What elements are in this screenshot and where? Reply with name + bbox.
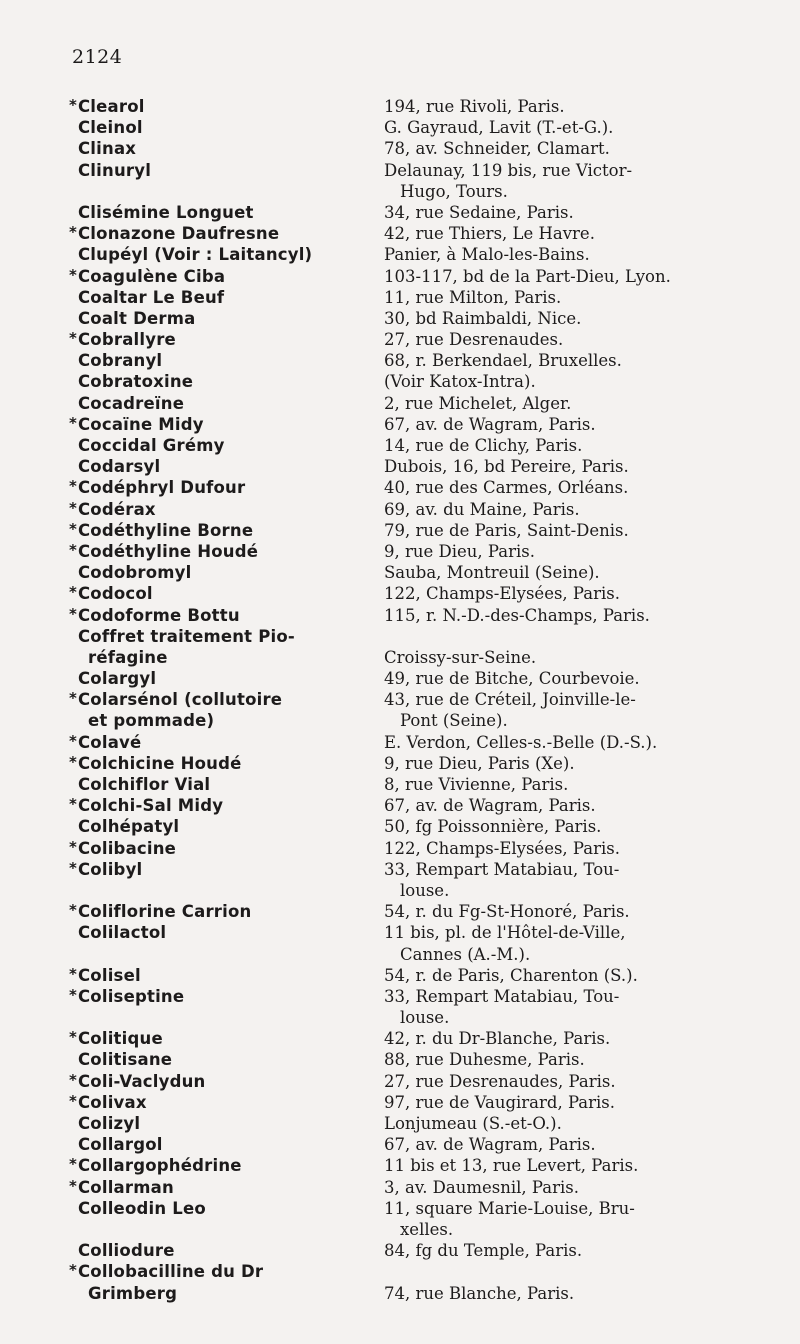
entry-line bbox=[0, 732, 800, 753]
entry-line bbox=[0, 562, 800, 583]
entry-line bbox=[0, 774, 800, 795]
address: 49, rue de Bitche, Courbevoie. bbox=[384, 669, 640, 689]
entry-line bbox=[0, 329, 800, 350]
product-name-text: Clearol bbox=[78, 97, 145, 116]
entry-line bbox=[0, 223, 800, 244]
address: 122, Champs-Elysées, Paris. bbox=[384, 838, 620, 858]
product-name bbox=[78, 626, 295, 647]
product-name-text: Coliflorine Carrion bbox=[78, 902, 252, 922]
directory-entry bbox=[0, 477, 800, 498]
directory-entry bbox=[0, 1198, 800, 1240]
directory-entry bbox=[0, 520, 800, 541]
address: 42, r. du Dr-Blanche, Paris. bbox=[384, 1029, 611, 1049]
product-name bbox=[78, 287, 224, 308]
asterisk-marker: * bbox=[69, 96, 78, 114]
directory-entry bbox=[0, 456, 800, 477]
product-name-text: Colliodure bbox=[78, 1241, 175, 1261]
address: 43, rue de Créteil, Joinville-le- bbox=[384, 690, 636, 710]
address: 103-117, bd de la Part-Dieu, Lyon. bbox=[384, 266, 671, 286]
product-name-text: Cobrallyre bbox=[78, 330, 176, 350]
asterisk-marker: * bbox=[69, 498, 78, 517]
product-name-text: Cleinol bbox=[78, 118, 143, 138]
product-name-text: Colibacine bbox=[78, 838, 177, 858]
directory-entry bbox=[0, 965, 800, 986]
product-name-text: Collarman bbox=[78, 1177, 174, 1197]
directory-entry bbox=[0, 223, 800, 244]
address: 11, square Marie-Louise, Bru- bbox=[384, 1198, 635, 1218]
product-name bbox=[78, 456, 160, 477]
product-name-text: Clinax bbox=[78, 139, 137, 159]
address: 88, rue Duhesme, Paris. bbox=[384, 1050, 585, 1070]
entry-line bbox=[0, 541, 800, 562]
address-continued: Cannes (A.-M.). bbox=[400, 944, 531, 964]
address: E. Verdon, Celles-s.-Belle (D.-S.). bbox=[384, 732, 658, 752]
asterisk-marker: * bbox=[69, 837, 78, 856]
product-name-text: Colizyl bbox=[78, 1114, 141, 1133]
directory-entry bbox=[0, 287, 800, 308]
product-name-text: Cocadreïne bbox=[78, 393, 185, 413]
directory-entry bbox=[0, 244, 800, 265]
entry-line bbox=[0, 1134, 800, 1155]
entry-line bbox=[0, 668, 800, 689]
entry-line bbox=[0, 244, 800, 265]
directory-entry bbox=[0, 117, 800, 138]
directory-entry bbox=[0, 626, 800, 668]
address: 11, rue Milton, Paris. bbox=[384, 287, 562, 307]
product-name-text: Codéphryl Dufour bbox=[78, 478, 246, 498]
address: 11 bis et 13, rue Levert, Paris. bbox=[384, 1156, 639, 1176]
product-name bbox=[78, 922, 166, 943]
entry-line bbox=[0, 477, 800, 498]
product-name-text: Codéthyline Houdé bbox=[78, 541, 259, 561]
product-name-text: Coagulène Ciba bbox=[78, 266, 226, 286]
product-name-text: Colavé bbox=[78, 732, 142, 752]
address: Lonjumeau (S.-et-O.). bbox=[384, 1114, 562, 1133]
product-name-text: Colitique bbox=[78, 1029, 163, 1049]
product-name-text: Cobranyl bbox=[78, 351, 163, 371]
asterisk-marker: * bbox=[69, 519, 78, 538]
directory-entry bbox=[0, 1028, 800, 1049]
entry-line bbox=[0, 1261, 800, 1282]
product-name bbox=[78, 816, 179, 837]
address: 84, fg du Temple, Paris. bbox=[384, 1241, 583, 1261]
product-name bbox=[78, 350, 162, 371]
product-name bbox=[78, 308, 195, 329]
directory-entry bbox=[0, 795, 800, 816]
address: Panier, à Malo-les-Bains. bbox=[384, 245, 590, 265]
entry-line bbox=[0, 901, 800, 922]
address: 34, rue Sedaine, Paris. bbox=[384, 202, 574, 222]
asterisk-marker: * bbox=[69, 1261, 78, 1280]
product-name-text: Codobromyl bbox=[78, 563, 192, 583]
entry-line bbox=[0, 308, 800, 329]
entry-line bbox=[0, 266, 800, 287]
address: 27, rue Desrenaudes, Paris. bbox=[384, 1071, 616, 1091]
entry-line bbox=[0, 1028, 800, 1049]
asterisk-marker: * bbox=[69, 329, 78, 348]
product-name-text: Colargyl bbox=[78, 669, 157, 689]
address: 33, Rempart Matabiau, Tou- bbox=[384, 859, 620, 879]
address-continued: louse. bbox=[400, 1008, 450, 1028]
address: 50, fg Poissonnière, Paris. bbox=[384, 817, 602, 837]
entry-line bbox=[0, 965, 800, 986]
product-name bbox=[78, 668, 156, 689]
directory-entry bbox=[0, 753, 800, 774]
product-name bbox=[78, 1198, 206, 1219]
address: 11 bis, pl. de l'Hôtel-de-Ville, bbox=[384, 923, 626, 943]
product-name bbox=[69, 1028, 163, 1049]
asterisk-marker: * bbox=[69, 223, 78, 242]
directory-entry bbox=[0, 541, 800, 562]
address: Sauba, Montreuil (Seine). bbox=[384, 563, 600, 583]
address: Croissy-sur-Seine. bbox=[384, 647, 537, 667]
address: 78, av. Schneider, Clamart. bbox=[384, 139, 610, 159]
product-name bbox=[69, 96, 145, 117]
asterisk-marker: * bbox=[69, 795, 78, 814]
product-name-text: Colibyl bbox=[78, 859, 143, 879]
product-name-text: Colitisane bbox=[78, 1050, 173, 1070]
directory-entry bbox=[0, 329, 800, 350]
entry-line bbox=[0, 287, 800, 308]
product-name-continued bbox=[88, 647, 168, 668]
address: 67, av. de Wagram, Paris. bbox=[384, 414, 596, 434]
product-name-text: Cocaïne Midy bbox=[78, 414, 204, 434]
entry-line bbox=[0, 583, 800, 604]
directory-entry bbox=[0, 1134, 800, 1155]
directory-entry bbox=[0, 668, 800, 689]
asterisk-marker: * bbox=[69, 964, 78, 983]
product-name bbox=[69, 1261, 264, 1282]
address: 67, av. de Wagram, Paris. bbox=[384, 796, 596, 816]
product-name bbox=[69, 413, 204, 435]
entry-line bbox=[0, 160, 800, 181]
product-name-text: Colarsénol (collutoire bbox=[78, 690, 283, 710]
entry-line bbox=[0, 1092, 800, 1113]
asterisk-marker: * bbox=[69, 985, 78, 1004]
address: 79, rue de Paris, Saint-Denis. bbox=[384, 520, 629, 540]
product-name bbox=[78, 1134, 163, 1155]
entry-line bbox=[0, 393, 800, 414]
asterisk-marker: * bbox=[69, 413, 78, 432]
product-name-text: Colisel bbox=[78, 965, 141, 985]
product-name bbox=[69, 223, 280, 244]
product-name bbox=[69, 1155, 242, 1176]
directory-entry bbox=[0, 816, 800, 837]
product-name-text: Codérax bbox=[78, 499, 156, 519]
entry-line bbox=[0, 838, 800, 859]
entry-line bbox=[0, 880, 800, 901]
entry-line bbox=[0, 117, 800, 138]
address: 68, r. Berkendael, Bruxelles. bbox=[384, 351, 622, 371]
directory-entry bbox=[0, 922, 800, 964]
entry-line bbox=[0, 1177, 800, 1198]
product-name-text: Colchiflor Vial bbox=[78, 775, 211, 794]
product-name-text: Coliseptine bbox=[78, 986, 185, 1006]
entry-line bbox=[0, 371, 800, 392]
entry-line bbox=[0, 795, 800, 816]
entry-line bbox=[0, 816, 800, 837]
entry-line bbox=[0, 1007, 800, 1028]
product-name bbox=[69, 964, 141, 986]
directory-entry bbox=[0, 371, 800, 392]
entry-line bbox=[0, 456, 800, 477]
product-name-text: Codarsyl bbox=[78, 457, 161, 477]
directory-entry bbox=[0, 499, 800, 520]
directory-entry bbox=[0, 266, 800, 287]
product-name-text: Colhépatyl bbox=[78, 817, 180, 837]
directory-entry bbox=[0, 859, 800, 901]
product-name bbox=[69, 604, 240, 626]
asterisk-marker: * bbox=[69, 731, 78, 750]
directory-entry bbox=[0, 1049, 800, 1070]
product-name bbox=[69, 985, 185, 1007]
address: 97, rue de Vaugirard, Paris. bbox=[384, 1092, 616, 1112]
product-name-text: Coalt Derma bbox=[78, 308, 196, 328]
address-continued: louse. bbox=[400, 880, 450, 900]
entry-line bbox=[0, 647, 800, 668]
address: 74, rue Blanche, Paris. bbox=[384, 1283, 575, 1303]
product-name bbox=[78, 244, 312, 265]
asterisk-marker: * bbox=[69, 604, 78, 623]
directory-entry bbox=[0, 1071, 800, 1092]
address: 8, rue Vivienne, Paris. bbox=[384, 775, 569, 794]
address: 42, rue Thiers, Le Havre. bbox=[384, 224, 595, 244]
directory-entry bbox=[0, 96, 800, 117]
product-name bbox=[69, 795, 224, 816]
asterisk-marker: * bbox=[69, 901, 78, 920]
product-name bbox=[78, 562, 191, 583]
address: Dubois, 16, bd Pereire, Paris. bbox=[384, 457, 629, 477]
product-name bbox=[78, 117, 143, 138]
address: 9, rue Dieu, Paris (Xe). bbox=[384, 753, 575, 773]
asterisk-marker: * bbox=[69, 1155, 78, 1174]
directory-entry bbox=[0, 350, 800, 371]
entry-line bbox=[0, 1240, 800, 1261]
product-name-text: Clonazone Daufresne bbox=[78, 224, 280, 244]
product-name-text: Coaltar Le Beuf bbox=[78, 287, 225, 307]
directory-entry bbox=[0, 1155, 800, 1176]
product-name bbox=[78, 774, 210, 795]
product-name bbox=[69, 901, 252, 922]
product-name-text: Codoforme Bottu bbox=[78, 605, 240, 625]
directory-entry bbox=[0, 202, 800, 223]
entry-line bbox=[0, 1283, 800, 1304]
directory-entry bbox=[0, 393, 800, 414]
product-name-text: Collobacilline du Dr bbox=[78, 1262, 264, 1282]
entry-line bbox=[0, 605, 800, 626]
asterisk-marker: * bbox=[69, 858, 78, 877]
product-name-text: Clinuryl bbox=[78, 160, 152, 180]
entry-line bbox=[0, 1049, 800, 1070]
product-name bbox=[78, 371, 193, 392]
product-name bbox=[78, 435, 225, 456]
entry-line bbox=[0, 414, 800, 435]
asterisk-marker: * bbox=[69, 752, 78, 771]
address: 2, rue Michelet, Alger. bbox=[384, 393, 572, 413]
product-name bbox=[69, 752, 242, 774]
product-name bbox=[69, 837, 177, 859]
product-name bbox=[69, 498, 156, 520]
product-name bbox=[69, 540, 259, 562]
product-name bbox=[69, 329, 176, 350]
product-name-text: et pommade) bbox=[88, 711, 215, 731]
entry-line bbox=[0, 922, 800, 943]
entry-line bbox=[0, 710, 800, 731]
entry-line bbox=[0, 859, 800, 880]
directory-entry bbox=[0, 986, 800, 1028]
product-name-text: Grimberg bbox=[88, 1283, 178, 1303]
product-name bbox=[78, 393, 184, 414]
entry-line bbox=[0, 435, 800, 456]
product-name-text: Codéthyline Borne bbox=[78, 520, 254, 540]
product-name bbox=[69, 477, 246, 498]
entry-line bbox=[0, 499, 800, 520]
directory-entry bbox=[0, 1113, 800, 1134]
address: 9, rue Dieu, Paris. bbox=[384, 541, 535, 561]
address: 40, rue des Carmes, Orléans. bbox=[384, 478, 629, 498]
address-continued: Pont (Seine). bbox=[400, 711, 508, 731]
product-name-text: Codocol bbox=[78, 584, 153, 604]
asterisk-marker: * bbox=[69, 583, 78, 602]
directory-entry bbox=[0, 1092, 800, 1113]
product-name-text: Clupéyl (Voir : Laitancyl) bbox=[78, 245, 313, 265]
address: 33, Rempart Matabiau, Tou- bbox=[384, 986, 620, 1006]
entry-line bbox=[0, 350, 800, 371]
address: 122, Champs-Elysées, Paris. bbox=[384, 584, 620, 604]
product-name-text: Collargol bbox=[78, 1135, 163, 1155]
product-name-text: Coffret traitement Pio- bbox=[78, 626, 295, 646]
entry-line bbox=[0, 181, 800, 202]
directory-entry bbox=[0, 583, 800, 604]
entry-line bbox=[0, 138, 800, 159]
directory-entries bbox=[0, 96, 800, 1304]
page-number: 2124 bbox=[72, 46, 123, 68]
product-name-text: Colivax bbox=[78, 1092, 147, 1112]
entry-line bbox=[0, 1155, 800, 1176]
entry-line bbox=[0, 1219, 800, 1240]
address: 3, av. Daumesnil, Paris. bbox=[384, 1177, 579, 1197]
product-name-text: Coccidal Grémy bbox=[78, 436, 225, 455]
entry-line bbox=[0, 520, 800, 541]
product-name-text: Colchicine Houdé bbox=[78, 753, 242, 773]
product-name-continued bbox=[88, 710, 214, 731]
product-name bbox=[78, 202, 254, 223]
product-name bbox=[78, 1049, 172, 1070]
product-name-text: Clisémine Longuet bbox=[78, 202, 254, 222]
product-name bbox=[69, 265, 226, 287]
address: 30, bd Raimbaldi, Nice. bbox=[384, 308, 582, 328]
address: Delaunay, 119 bis, rue Victor- bbox=[384, 160, 633, 180]
product-name bbox=[78, 138, 136, 159]
asterisk-marker: * bbox=[69, 1070, 78, 1089]
product-name-text: réfagine bbox=[88, 647, 168, 667]
directory-entry bbox=[0, 901, 800, 922]
entry-line bbox=[0, 202, 800, 223]
asterisk-marker: * bbox=[69, 265, 78, 284]
entry-line bbox=[0, 1198, 800, 1219]
asterisk-marker: * bbox=[69, 1176, 78, 1195]
address: G. Gayraud, Lavit (T.-et-G.). bbox=[384, 118, 614, 138]
product-name bbox=[69, 689, 283, 710]
directory-entry bbox=[0, 732, 800, 753]
asterisk-marker: * bbox=[69, 689, 78, 708]
product-name-text: Colilactol bbox=[78, 923, 167, 943]
directory-entry bbox=[0, 435, 800, 456]
address-continued: Hugo, Tours. bbox=[400, 181, 508, 201]
product-name-text: Colleodin Leo bbox=[78, 1198, 206, 1218]
asterisk-marker: * bbox=[69, 477, 78, 496]
product-name bbox=[69, 583, 153, 604]
entry-line bbox=[0, 626, 800, 647]
address: 194, rue Rivoli, Paris. bbox=[384, 97, 565, 116]
product-name bbox=[78, 160, 151, 181]
product-name-text: Coli-Vaclydun bbox=[78, 1071, 206, 1091]
entry-line bbox=[0, 986, 800, 1007]
product-name bbox=[69, 519, 254, 541]
directory-entry bbox=[0, 838, 800, 859]
directory-entry bbox=[0, 774, 800, 795]
address: 27, rue Desrenaudes. bbox=[384, 330, 564, 350]
entry-line bbox=[0, 689, 800, 710]
product-name bbox=[69, 731, 142, 753]
directory-entry bbox=[0, 414, 800, 435]
entry-line bbox=[0, 1071, 800, 1092]
address: 115, r. N.-D.-des-Champs, Paris. bbox=[384, 605, 650, 625]
address: 14, rue de Clichy, Paris. bbox=[384, 436, 583, 455]
directory-entry bbox=[0, 138, 800, 159]
address: 67, av. de Wagram, Paris. bbox=[384, 1135, 596, 1155]
product-name bbox=[78, 1113, 140, 1134]
directory-entry bbox=[0, 562, 800, 583]
product-name-text: Colchi-Sal Midy bbox=[78, 796, 224, 816]
entry-line bbox=[0, 96, 800, 117]
address: 54, r. du Fg-St-Honoré, Paris. bbox=[384, 902, 630, 922]
directory-entry bbox=[0, 1240, 800, 1261]
product-name bbox=[78, 1240, 175, 1261]
product-name bbox=[69, 1176, 174, 1198]
directory-entry bbox=[0, 160, 800, 202]
address-continued: xelles. bbox=[400, 1219, 454, 1239]
product-name-text: Cobratoxine bbox=[78, 372, 194, 392]
address: (Voir Katox-Intra). bbox=[384, 372, 536, 392]
product-name-text: Collargophédrine bbox=[78, 1156, 242, 1176]
address: 69, av. du Maine, Paris. bbox=[384, 499, 580, 519]
address: 54, r. de Paris, Charenton (S.). bbox=[384, 965, 638, 985]
entry-line bbox=[0, 753, 800, 774]
directory-entry bbox=[0, 1177, 800, 1198]
asterisk-marker: * bbox=[69, 1091, 78, 1110]
product-name bbox=[69, 858, 143, 880]
product-name bbox=[69, 1091, 147, 1113]
product-name bbox=[69, 1070, 206, 1092]
product-name-continued bbox=[88, 1283, 177, 1304]
entry-line bbox=[0, 1113, 800, 1134]
asterisk-marker: * bbox=[69, 1028, 78, 1047]
directory-entry bbox=[0, 1261, 800, 1303]
directory-entry bbox=[0, 689, 800, 731]
entry-line bbox=[0, 944, 800, 965]
asterisk-marker: * bbox=[69, 540, 78, 559]
directory-entry bbox=[0, 308, 800, 329]
directory-entry bbox=[0, 605, 800, 626]
